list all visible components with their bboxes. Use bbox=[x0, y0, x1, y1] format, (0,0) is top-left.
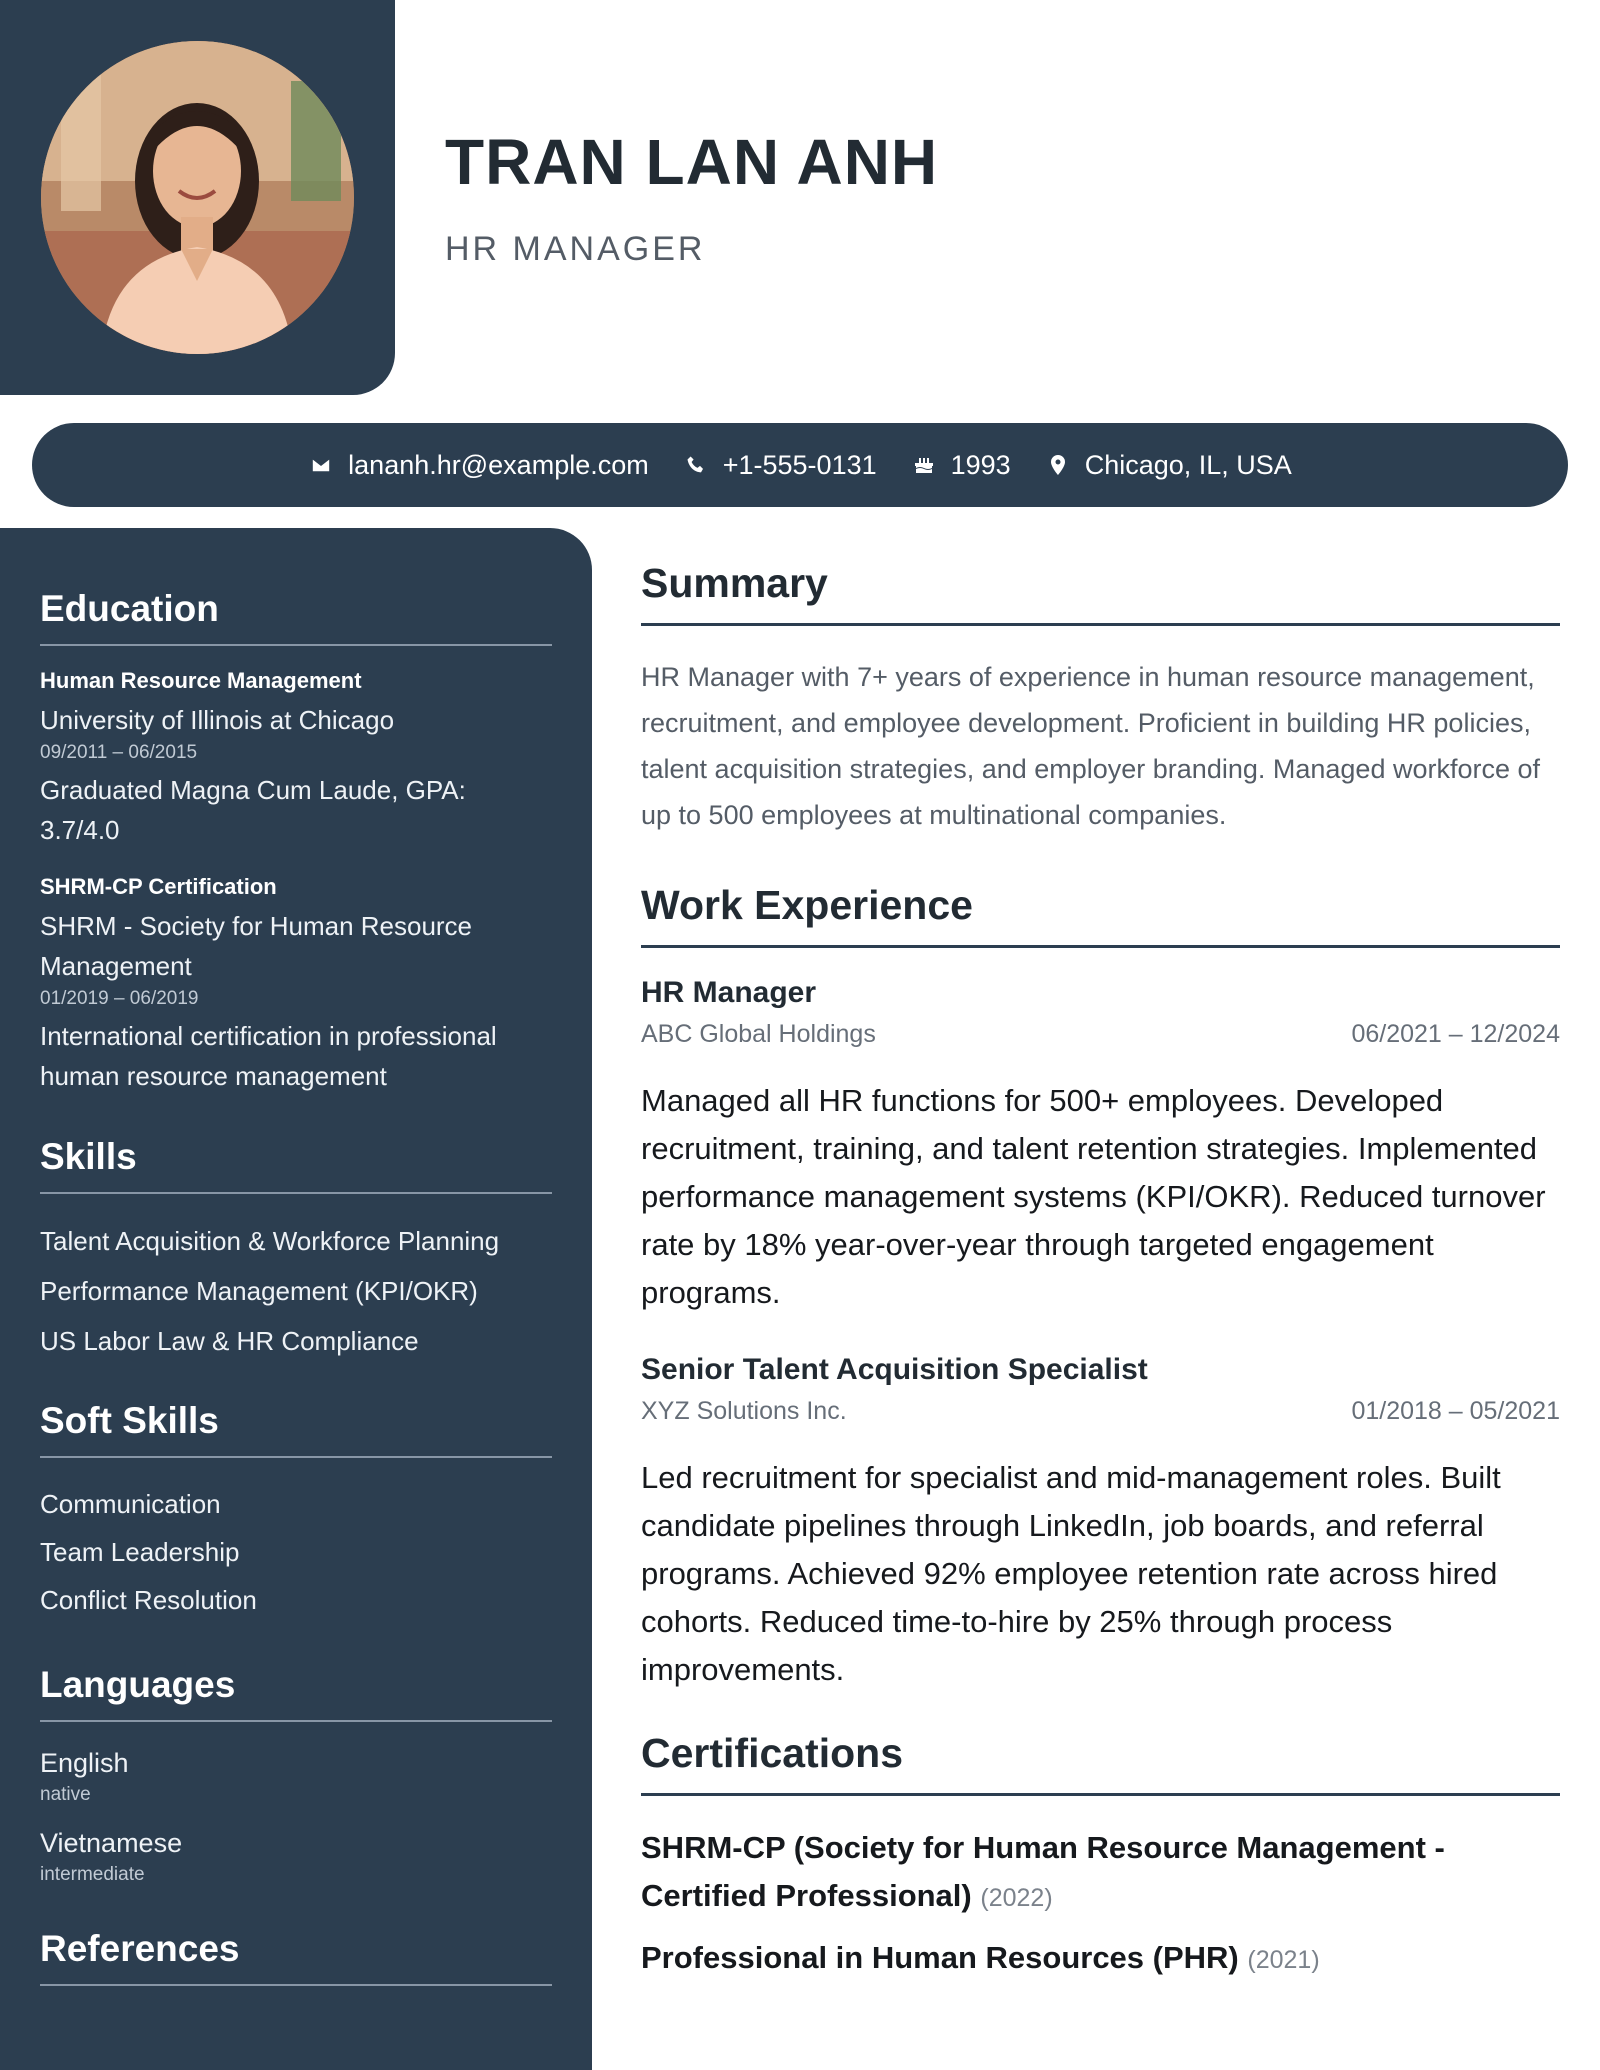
certification-year: (2022) bbox=[980, 1884, 1053, 1912]
education-dates: 01/2019 – 06/2019 bbox=[40, 988, 199, 1009]
languages-heading: Languages bbox=[40, 1664, 552, 1722]
soft-skills-list bbox=[40, 1480, 552, 1624]
job-title: Senior Talent Acquisition Specialist bbox=[641, 1353, 1148, 1386]
job-dates: 01/2018 – 05/2021 bbox=[1351, 1397, 1560, 1425]
language-level: intermediate bbox=[40, 1864, 145, 1885]
sidebar bbox=[0, 528, 592, 2070]
location-text: Chicago, IL, USA bbox=[1084, 449, 1292, 480]
company-name: XYZ Solutions Inc. bbox=[641, 1397, 847, 1425]
skills-list bbox=[40, 1216, 552, 1366]
contact-phone[interactable] bbox=[683, 450, 877, 481]
phone-text: +1-555-0131 bbox=[722, 449, 877, 480]
skills-section bbox=[40, 1136, 552, 1366]
certification-name: Professional in Human Resources (PHR) bbox=[641, 1940, 1239, 1975]
languages-section bbox=[40, 1664, 552, 1888]
contact-bar bbox=[32, 423, 1568, 507]
soft-skill-item: Communication bbox=[40, 1489, 221, 1519]
birth-year-text: 1993 bbox=[950, 449, 1011, 480]
photo-panel bbox=[0, 0, 395, 395]
education-section bbox=[40, 588, 552, 1096]
work-experience-section bbox=[641, 882, 1560, 1694]
education-note: Graduated Magna Cum Laude, GPA: 3.7/4.0 bbox=[40, 775, 466, 845]
job-entry bbox=[641, 1353, 1560, 1694]
summary-text: HR Manager with 7+ years of experience in human resource management, recruitment, and employee development. Proficient in building HR policies, talent acquisition strategies, and employer branding. Managed workforce of up to 500 employees at multinational companies. bbox=[641, 662, 1541, 830]
mail-icon bbox=[308, 452, 334, 478]
education-note: International certification in professional human resource management bbox=[40, 1021, 497, 1091]
education-dates: 09/2011 – 06/2015 bbox=[40, 742, 198, 763]
summary-heading: Summary bbox=[641, 560, 1560, 626]
company-name: ABC Global Holdings bbox=[641, 1020, 876, 1048]
job-title-heading: HR MANAGER bbox=[445, 230, 706, 268]
education-item bbox=[40, 668, 552, 850]
soft-skill-item: Team Leadership bbox=[40, 1537, 240, 1567]
job-dates: 06/2021 – 12/2024 bbox=[1351, 1020, 1560, 1048]
phone-icon bbox=[683, 452, 709, 478]
certification-item bbox=[641, 1934, 1560, 1984]
job-entry bbox=[641, 976, 1560, 1317]
cake-icon bbox=[911, 452, 937, 478]
skill-item: US Labor Law & HR Compliance bbox=[40, 1326, 419, 1356]
language-name: Vietnamese bbox=[40, 1828, 183, 1858]
school-name: SHRM - Society for Human Resource Management bbox=[40, 911, 473, 981]
soft-skills-heading: Soft Skills bbox=[40, 1400, 552, 1458]
references-section bbox=[40, 1928, 552, 1986]
main-content bbox=[641, 560, 1560, 1996]
soft-skills-section bbox=[40, 1400, 552, 1624]
certifications-section bbox=[641, 1730, 1560, 1984]
education-item bbox=[40, 874, 552, 1096]
job-description: Managed all HR functions for 500+ employees. Developed recruitment, training, and talent retention strategies. Implemented performance management systems (KPI/OKR). Reduced turnover rate by 18% year-over-year through targeted engagement programs. bbox=[641, 1083, 1546, 1310]
language-item bbox=[40, 1824, 552, 1888]
skills-heading: Skills bbox=[40, 1136, 552, 1194]
certification-name: SHRM-CP (Society for Human Resource Management - Certified Professional) bbox=[641, 1830, 1445, 1913]
avatar bbox=[41, 41, 354, 354]
degree-name: SHRM-CP Certification bbox=[40, 874, 277, 899]
language-level: native bbox=[40, 1784, 91, 1805]
references-heading: References bbox=[40, 1928, 552, 1986]
job-meta bbox=[641, 1397, 1560, 1426]
work-experience-heading: Work Experience bbox=[641, 882, 1560, 948]
skill-item: Talent Acquisition & Workforce Planning bbox=[40, 1226, 500, 1256]
certification-year: (2021) bbox=[1247, 1946, 1320, 1974]
job-meta bbox=[641, 1020, 1560, 1049]
language-item bbox=[40, 1744, 552, 1808]
school-name: University of Illinois at Chicago bbox=[40, 705, 395, 735]
email-text: lananh.hr@example.com bbox=[348, 449, 649, 480]
soft-skill-item: Conflict Resolution bbox=[40, 1585, 257, 1615]
language-name: English bbox=[40, 1748, 129, 1778]
degree-name: Human Resource Management bbox=[40, 668, 362, 693]
summary-section bbox=[641, 560, 1560, 838]
certifications-heading: Certifications bbox=[641, 1730, 1560, 1796]
job-description: Led recruitment for specialist and mid-management roles. Built candidate pipelines through LinkedIn, job boards, and referral programs. Achieved 92% employee retention rate across hired cohorts. Reduced time-to-hire by 25% through process improvements. bbox=[641, 1460, 1501, 1687]
contact-birth-year bbox=[911, 450, 1011, 481]
skill-item: Performance Management (KPI/OKR) bbox=[40, 1276, 478, 1306]
job-title: HR Manager bbox=[641, 976, 817, 1009]
profile-photo bbox=[41, 41, 354, 354]
contact-email[interactable] bbox=[308, 450, 649, 481]
education-heading: Education bbox=[40, 588, 552, 646]
certification-item bbox=[641, 1824, 1560, 1922]
candidate-name: TRAN LAN ANH bbox=[445, 126, 939, 198]
contact-location bbox=[1045, 450, 1292, 481]
location-pin-icon bbox=[1045, 452, 1071, 478]
